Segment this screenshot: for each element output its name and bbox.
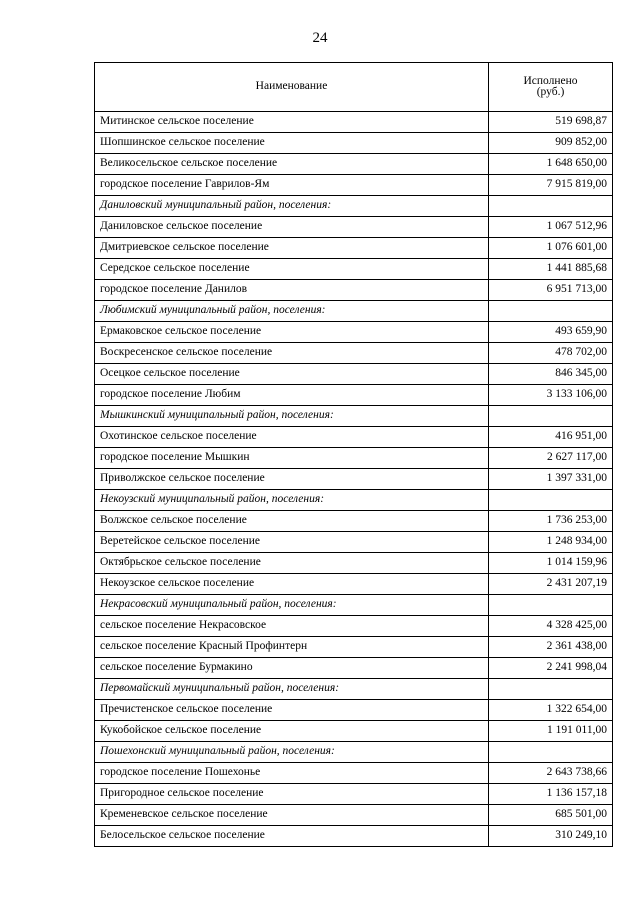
table-row bbox=[95, 784, 613, 805]
row-name: Даниловское сельское поселение bbox=[95, 217, 489, 238]
table-row bbox=[95, 511, 613, 532]
row-name: сельское поселение Бурмакино bbox=[95, 658, 489, 679]
row-name: Воскресенское сельское поселение bbox=[95, 343, 489, 364]
header-name: Наименование bbox=[95, 63, 489, 112]
district-header-row bbox=[95, 301, 613, 322]
row-value: 685 501,00 bbox=[489, 805, 613, 826]
row-value: 1 014 159,96 bbox=[489, 553, 613, 574]
district-header-row bbox=[95, 406, 613, 427]
table-row bbox=[95, 553, 613, 574]
row-value: 1 322 654,00 bbox=[489, 700, 613, 721]
row-value: 1 441 885,68 bbox=[489, 259, 613, 280]
row-value bbox=[489, 679, 613, 700]
row-name: Пречистенское сельское поселение bbox=[95, 700, 489, 721]
row-name: городское поселение Пошехонье bbox=[95, 763, 489, 784]
row-name: Некоузский муниципальный район, поселения: bbox=[95, 490, 489, 511]
row-value: 7 915 819,00 bbox=[489, 175, 613, 196]
table-row bbox=[95, 826, 613, 847]
row-name: городское поселение Любим bbox=[95, 385, 489, 406]
district-header-row bbox=[95, 742, 613, 763]
table-row bbox=[95, 175, 613, 196]
row-name: Белосельское сельское поселение bbox=[95, 826, 489, 847]
row-value: 3 133 106,00 bbox=[489, 385, 613, 406]
header-value-line2: (руб.) bbox=[536, 86, 565, 98]
header-value bbox=[489, 63, 613, 112]
table-row bbox=[95, 574, 613, 595]
row-name: Октябрьское сельское поселение bbox=[95, 553, 489, 574]
table-row bbox=[95, 469, 613, 490]
row-name: Пригородное сельское поселение bbox=[95, 784, 489, 805]
table-row bbox=[95, 154, 613, 175]
row-value bbox=[489, 301, 613, 322]
row-name: сельское поселение Красный Профинтерн bbox=[95, 637, 489, 658]
row-value: 310 249,10 bbox=[489, 826, 613, 847]
row-name: Веретейское сельское поселение bbox=[95, 532, 489, 553]
table-row bbox=[95, 763, 613, 784]
row-name: Митинское сельское поселение bbox=[95, 112, 489, 133]
district-header-row bbox=[95, 595, 613, 616]
row-value: 1 736 253,00 bbox=[489, 511, 613, 532]
district-header-row bbox=[95, 490, 613, 511]
row-name: городское поселение Данилов bbox=[95, 280, 489, 301]
row-value: 478 702,00 bbox=[489, 343, 613, 364]
table-header-row bbox=[95, 63, 613, 112]
row-name: Ермаковское сельское поселение bbox=[95, 322, 489, 343]
table-row bbox=[95, 238, 613, 259]
row-value: 2 241 998,04 bbox=[489, 658, 613, 679]
table-row bbox=[95, 616, 613, 637]
row-value: 1 136 157,18 bbox=[489, 784, 613, 805]
table-row bbox=[95, 259, 613, 280]
row-name: Шопшинское сельское поселение bbox=[95, 133, 489, 154]
row-value: 2 361 438,00 bbox=[489, 637, 613, 658]
row-value: 1 067 512,96 bbox=[489, 217, 613, 238]
table-row bbox=[95, 133, 613, 154]
table-row bbox=[95, 721, 613, 742]
table-row bbox=[95, 700, 613, 721]
row-value: 4 328 425,00 bbox=[489, 616, 613, 637]
row-name: сельское поселение Некрасовское bbox=[95, 616, 489, 637]
row-value: 2 643 738,66 bbox=[489, 763, 613, 784]
row-name: Середское сельское поселение bbox=[95, 259, 489, 280]
row-value: 2 627 117,00 bbox=[489, 448, 613, 469]
row-value: 493 659,90 bbox=[489, 322, 613, 343]
row-name: городское поселение Мышкин bbox=[95, 448, 489, 469]
row-name: Некоузское сельское поселение bbox=[95, 574, 489, 595]
row-value: 1 648 650,00 bbox=[489, 154, 613, 175]
row-name: Кременевское сельское поселение bbox=[95, 805, 489, 826]
table-row bbox=[95, 532, 613, 553]
row-value bbox=[489, 742, 613, 763]
district-header-row bbox=[95, 196, 613, 217]
row-name: Волжское сельское поселение bbox=[95, 511, 489, 532]
row-value: 519 698,87 bbox=[489, 112, 613, 133]
row-name: Мышкинский муниципальный район, поселения: bbox=[95, 406, 489, 427]
header-value-line1: Исполнено bbox=[523, 74, 578, 87]
row-value bbox=[489, 406, 613, 427]
table-row bbox=[95, 385, 613, 406]
table-row bbox=[95, 427, 613, 448]
row-name: Некрасовский муниципальный район, поселения: bbox=[95, 595, 489, 616]
table-row bbox=[95, 280, 613, 301]
row-value: 1 397 331,00 bbox=[489, 469, 613, 490]
row-value: 1 076 601,00 bbox=[489, 238, 613, 259]
page-number: 24 bbox=[312, 30, 328, 46]
row-value: 2 431 207,19 bbox=[489, 574, 613, 595]
row-name: городское поселение Гаврилов-Ям bbox=[95, 175, 489, 196]
row-name: Даниловский муниципальный район, поселения: bbox=[95, 196, 489, 217]
row-name: Охотинское сельское поселение bbox=[95, 427, 489, 448]
row-value bbox=[489, 490, 613, 511]
row-value: 846 345,00 bbox=[489, 364, 613, 385]
row-value: 909 852,00 bbox=[489, 133, 613, 154]
row-name: Любимский муниципальный район, поселения: bbox=[95, 301, 489, 322]
row-value: 1 191 011,00 bbox=[489, 721, 613, 742]
table-row bbox=[95, 364, 613, 385]
table-row bbox=[95, 217, 613, 238]
table-row bbox=[95, 112, 613, 133]
budget-table bbox=[94, 62, 613, 847]
row-name: Приволжское сельское поселение bbox=[95, 469, 489, 490]
row-name: Осецкое сельское поселение bbox=[95, 364, 489, 385]
row-value: 1 248 934,00 bbox=[489, 532, 613, 553]
row-value: 6 951 713,00 bbox=[489, 280, 613, 301]
table-row bbox=[95, 658, 613, 679]
table-row bbox=[95, 637, 613, 658]
row-name: Дмитриевское сельское поселение bbox=[95, 238, 489, 259]
row-value bbox=[489, 595, 613, 616]
table-row bbox=[95, 322, 613, 343]
row-value: 416 951,00 bbox=[489, 427, 613, 448]
district-header-row bbox=[95, 679, 613, 700]
table-row bbox=[95, 448, 613, 469]
table-row bbox=[95, 805, 613, 826]
row-name: Пошехонский муниципальный район, поселения: bbox=[95, 742, 489, 763]
row-name: Кукобойское сельское поселение bbox=[95, 721, 489, 742]
table-row bbox=[95, 343, 613, 364]
table-body bbox=[95, 112, 613, 847]
row-value bbox=[489, 196, 613, 217]
row-name: Первомайский муниципальный район, поселения: bbox=[95, 679, 489, 700]
row-name: Великосельское сельское поселение bbox=[95, 154, 489, 175]
